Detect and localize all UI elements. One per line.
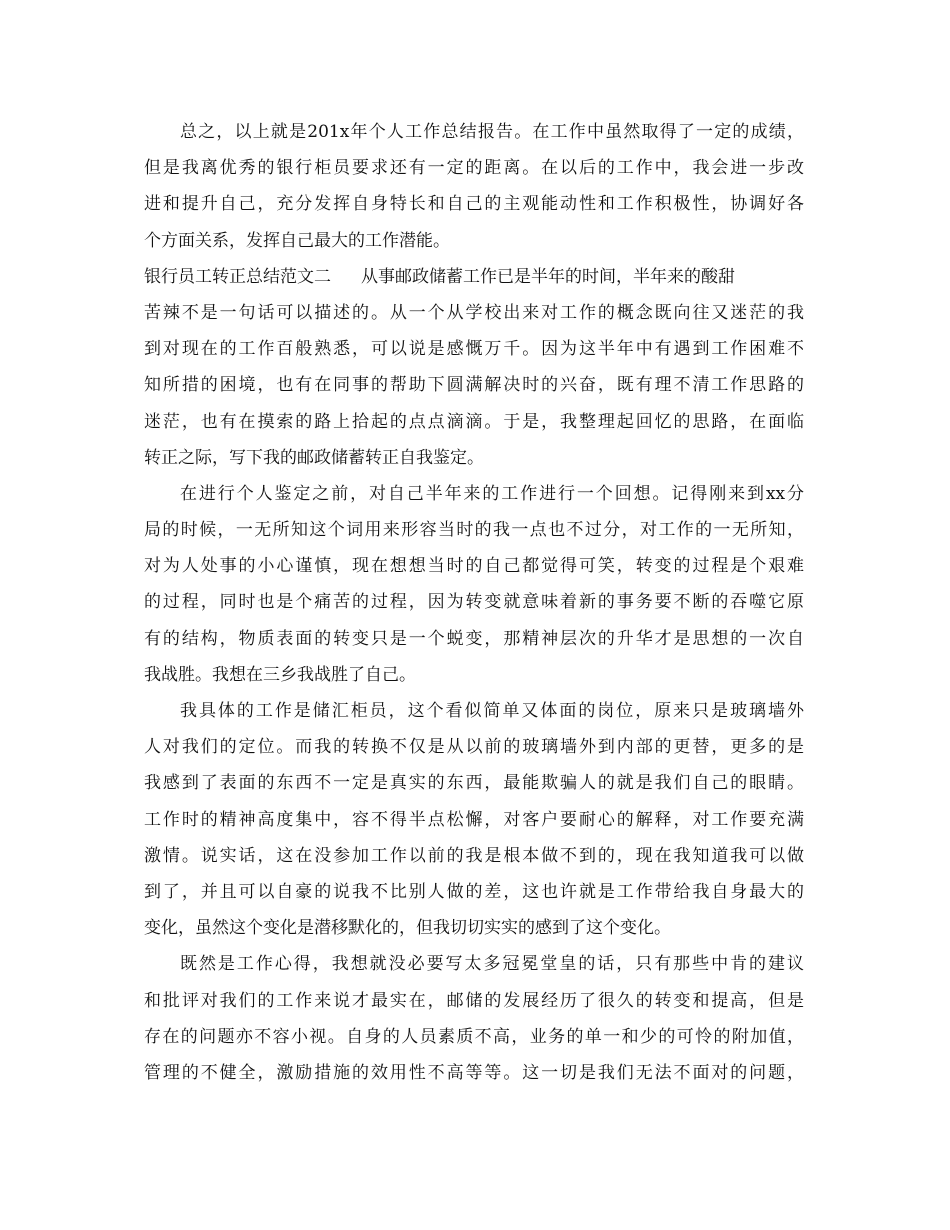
text-line: 有的结构，物质表面的转变只是一个蜕变，那精神层次的升华才是思想的一次自 [144, 628, 804, 649]
text-line: 个方面关系，发挥自己最大的工作潜能。 [144, 230, 450, 251]
text-line: 我战胜。我想在三乡我战胜了自己。 [144, 664, 416, 685]
document-body [144, 114, 804, 1091]
text-line: 到了，并且可以自豪的说我不比别人做的差，这也许就是工作带给我自身最大的 [144, 881, 804, 902]
text-line: 我具体的工作是储汇柜员，这个看似简单又体面的岗位，原来只是玻璃墙外 [180, 701, 804, 721]
text-line: 对为人处事的小心谨慎，现在想想当时的自己都觉得可笑，转变的过程是个艰难 [144, 556, 804, 577]
text-line: 的过程，同时也是个痛苦的过程，因为转变就意味着新的事务要不断的吞噬它原 [144, 592, 804, 613]
text-line: 在进行个人鉴定之前，对自己半年来的工作进行一个回想。记得刚来到xx分 [180, 483, 804, 504]
text-line: 既然是工作心得，我想就没必要写太多冠冕堂皇的话，只有那些中肯的建议 [180, 954, 804, 975]
text-line: 工作时的精神高度集中，容不得半点松懈，对客户要耐心的解释，对工作要充满 [144, 809, 804, 830]
section-line [144, 259, 804, 295]
section-heading: 银行员工转正总结范文二 [144, 266, 331, 287]
text-line: 转正之际，写下我的邮政储蓄转正自我鉴定。 [144, 447, 484, 468]
text-line: 进和提升自己，充分发挥自身特长和自己的主观能动性和工作积极性，协调好各 [144, 194, 804, 215]
text-line: 但是我离优秀的银行柜员要求还有一定的距离。在以后的工作中，我会进一步改 [144, 158, 804, 179]
text-line: 到对现在的工作百般熟悉，可以说是感慨万千。因为这半年中有遇到工作困难不 [144, 339, 804, 360]
text-line: 我感到了表面的东西不一定是真实的东西，最能欺骗人的就是我们自己的眼睛。 [144, 773, 804, 794]
text-line: 和批评对我们的工作来说才最实在，邮储的发展经历了很久的转变和提高，但是 [144, 990, 804, 1011]
text-line: 局的时候，一无所知这个词用来形容当时的我一点也不过分，对工作的一无所知， [144, 520, 804, 541]
text-line: 人对我们的定位。而我的转换不仅是从以前的玻璃墙外到内部的更替，更多的是 [144, 737, 804, 758]
text-line: 迷茫，也有在摸索的路上拾起的点点滴滴。于是，我整理起回忆的思路，在面临 [144, 411, 804, 432]
text-line: 管理的不健全，激励措施的效用性不高等等。这一切是我们无法不面对的问题， [144, 1062, 804, 1083]
text-line: 总之，以上就是201x年个人工作总结报告。在工作中虽然取得了一定的成绩， [180, 122, 804, 142]
text-line: 存在的问题亦不容小视。自身的人员素质不高，业务的单一和少的可怜的附加值， [144, 1026, 804, 1047]
text-line: 激情。说实话，这在没参加工作以前的我是根本做不到的，现在我知道我可以做 [144, 845, 804, 866]
text-line: 从事邮政储蓄工作已是半年的时间，半年来的酸甜 [361, 266, 735, 287]
text-line: 知所措的困境，也有在同事的帮助下圆满解决时的兴奋，既有理不清工作思路的 [144, 375, 804, 396]
text-line: 苦辣不是一句话可以描述的。从一个从学校出来对工作的概念既向往又迷茫的我 [144, 302, 804, 323]
text-line: 变化，虽然这个变化是潜移默化的，但我切切实实的感到了这个变化。 [144, 918, 671, 939]
